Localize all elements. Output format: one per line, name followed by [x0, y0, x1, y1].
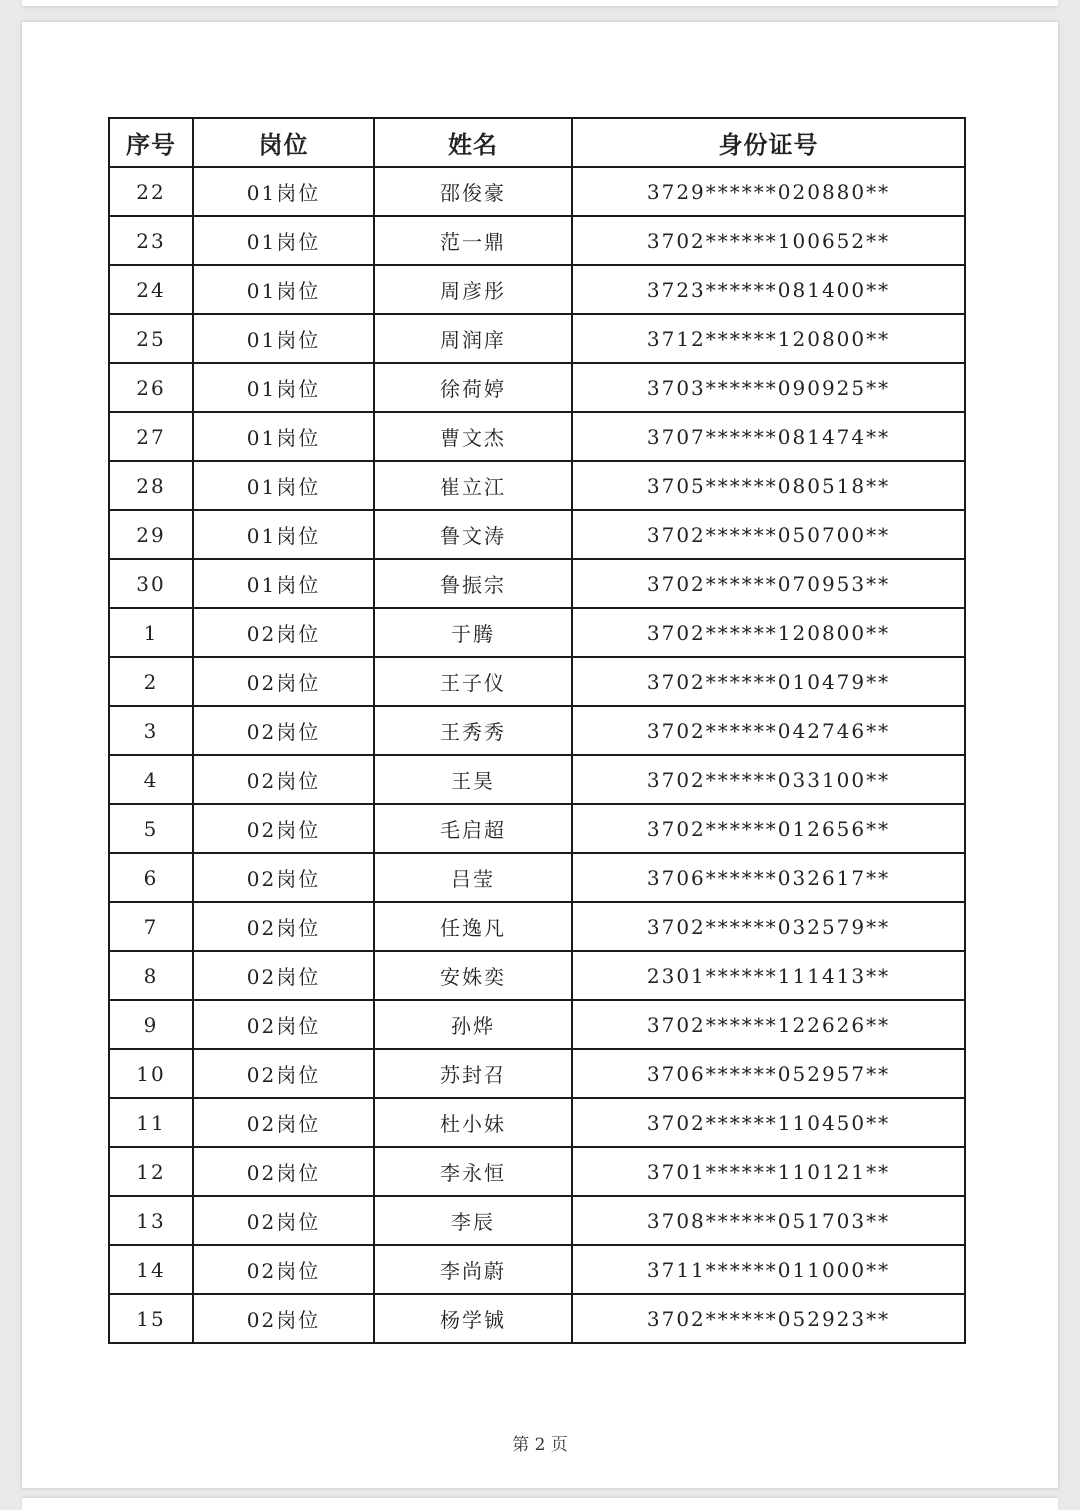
- table-row: [109, 706, 965, 755]
- cell-name: 杨学铖: [374, 1294, 572, 1343]
- cell-position: 02岗位: [193, 755, 374, 804]
- cell-id-number: 3702******010479**: [572, 657, 965, 706]
- cell-id-number: 3702******033100**: [572, 755, 965, 804]
- cell-serial-number: 5: [109, 804, 193, 853]
- table-row: [109, 216, 965, 265]
- cell-position: 01岗位: [193, 363, 374, 412]
- cell-id-number: 3707******081474**: [572, 412, 965, 461]
- cell-serial-number: 4: [109, 755, 193, 804]
- table-header-row: [109, 118, 965, 167]
- cell-serial-number: 8: [109, 951, 193, 1000]
- cell-id-number: 3706******052957**: [572, 1049, 965, 1098]
- table-row: [109, 559, 965, 608]
- cell-id-number: 3723******081400**: [572, 265, 965, 314]
- table-row: [109, 902, 965, 951]
- table-row: [109, 167, 965, 216]
- cell-serial-number: 27: [109, 412, 193, 461]
- table-row: [109, 1196, 965, 1245]
- cell-position: 02岗位: [193, 1098, 374, 1147]
- cell-id-number: 3705******080518**: [572, 461, 965, 510]
- cell-position: 02岗位: [193, 902, 374, 951]
- cell-serial-number: 11: [109, 1098, 193, 1147]
- header-position: 岗位: [193, 118, 374, 167]
- cell-serial-number: 23: [109, 216, 193, 265]
- cell-position: 02岗位: [193, 1294, 374, 1343]
- next-page-edge: [22, 1498, 1058, 1510]
- cell-name: 毛启超: [374, 804, 572, 853]
- cell-position: 02岗位: [193, 608, 374, 657]
- cell-id-number: 3702******122626**: [572, 1000, 965, 1049]
- cell-id-number: 3711******011000**: [572, 1245, 965, 1294]
- cell-name: 周彦彤: [374, 265, 572, 314]
- cell-position: 01岗位: [193, 216, 374, 265]
- cell-name: 邵俊豪: [374, 167, 572, 216]
- header-id-number: 身份证号: [572, 118, 965, 167]
- cell-name: 王子仪: [374, 657, 572, 706]
- table-row: [109, 265, 965, 314]
- cell-id-number: 3702******070953**: [572, 559, 965, 608]
- cell-position: 02岗位: [193, 853, 374, 902]
- cell-serial-number: 26: [109, 363, 193, 412]
- table-row: [109, 461, 965, 510]
- cell-position: 01岗位: [193, 314, 374, 363]
- cell-id-number: 3702******052923**: [572, 1294, 965, 1343]
- table-row: [109, 1245, 965, 1294]
- cell-position: 02岗位: [193, 706, 374, 755]
- cell-name: 曹文杰: [374, 412, 572, 461]
- cell-name: 鲁振宗: [374, 559, 572, 608]
- cell-id-number: 3712******120800**: [572, 314, 965, 363]
- table-row: [109, 853, 965, 902]
- cell-name: 孙烨: [374, 1000, 572, 1049]
- cell-serial-number: 22: [109, 167, 193, 216]
- cell-serial-number: 1: [109, 608, 193, 657]
- table-row: [109, 510, 965, 559]
- cell-name: 周润庠: [374, 314, 572, 363]
- cell-position: 02岗位: [193, 1000, 374, 1049]
- cell-id-number: 3702******012656**: [572, 804, 965, 853]
- table-row: [109, 314, 965, 363]
- table-row: [109, 412, 965, 461]
- cell-id-number: 2301******111413**: [572, 951, 965, 1000]
- cell-position: 02岗位: [193, 1049, 374, 1098]
- cell-position: 01岗位: [193, 559, 374, 608]
- table-row: [109, 804, 965, 853]
- table-row: [109, 1000, 965, 1049]
- cell-position: 01岗位: [193, 265, 374, 314]
- header-serial-number: 序号: [109, 118, 193, 167]
- cell-name: 安姝奕: [374, 951, 572, 1000]
- cell-serial-number: 30: [109, 559, 193, 608]
- cell-position: 01岗位: [193, 461, 374, 510]
- table-row: [109, 951, 965, 1000]
- document-page: [22, 22, 1058, 1488]
- cell-position: 02岗位: [193, 1196, 374, 1245]
- cell-serial-number: 9: [109, 1000, 193, 1049]
- cell-name: 于腾: [374, 608, 572, 657]
- cell-name: 鲁文涛: [374, 510, 572, 559]
- previous-page-edge: [22, 0, 1058, 6]
- cell-id-number: 3706******032617**: [572, 853, 965, 902]
- cell-name: 杜小妹: [374, 1098, 572, 1147]
- cell-id-number: 3702******032579**: [572, 902, 965, 951]
- cell-serial-number: 2: [109, 657, 193, 706]
- table-row: [109, 1049, 965, 1098]
- cell-name: 李辰: [374, 1196, 572, 1245]
- cell-name: 范一鼎: [374, 216, 572, 265]
- table-body: [109, 167, 965, 1343]
- cell-id-number: 3703******090925**: [572, 363, 965, 412]
- cell-serial-number: 13: [109, 1196, 193, 1245]
- cell-name: 王秀秀: [374, 706, 572, 755]
- cell-name: 李尚蔚: [374, 1245, 572, 1294]
- cell-id-number: 3701******110121**: [572, 1147, 965, 1196]
- cell-name: 徐荷婷: [374, 363, 572, 412]
- cell-serial-number: 6: [109, 853, 193, 902]
- cell-id-number: 3702******110450**: [572, 1098, 965, 1147]
- cell-serial-number: 28: [109, 461, 193, 510]
- table-row: [109, 1294, 965, 1343]
- cell-serial-number: 24: [109, 265, 193, 314]
- cell-position: 01岗位: [193, 167, 374, 216]
- table-row: [109, 1098, 965, 1147]
- table-row: [109, 657, 965, 706]
- cell-position: 02岗位: [193, 1245, 374, 1294]
- table-row: [109, 1147, 965, 1196]
- cell-id-number: 3702******050700**: [572, 510, 965, 559]
- table-row: [109, 755, 965, 804]
- cell-position: 02岗位: [193, 804, 374, 853]
- cell-id-number: 3708******051703**: [572, 1196, 965, 1245]
- cell-name: 任逸凡: [374, 902, 572, 951]
- cell-serial-number: 3: [109, 706, 193, 755]
- cell-id-number: 3729******020880**: [572, 167, 965, 216]
- page-number: 第 2 页: [512, 1435, 568, 1455]
- cell-position: 01岗位: [193, 510, 374, 559]
- cell-serial-number: 10: [109, 1049, 193, 1098]
- cell-id-number: 3702******100652**: [572, 216, 965, 265]
- roster-table: [108, 117, 966, 1344]
- cell-name: 崔立江: [374, 461, 572, 510]
- cell-name: 李永恒: [374, 1147, 572, 1196]
- cell-id-number: 3702******042746**: [572, 706, 965, 755]
- cell-name: 王昊: [374, 755, 572, 804]
- cell-position: 02岗位: [193, 657, 374, 706]
- cell-serial-number: 7: [109, 902, 193, 951]
- cell-position: 02岗位: [193, 1147, 374, 1196]
- header-name: 姓名: [374, 118, 572, 167]
- cell-serial-number: 29: [109, 510, 193, 559]
- cell-name: 苏封召: [374, 1049, 572, 1098]
- cell-name: 吕莹: [374, 853, 572, 902]
- cell-position: 01岗位: [193, 412, 374, 461]
- cell-serial-number: 15: [109, 1294, 193, 1343]
- cell-serial-number: 12: [109, 1147, 193, 1196]
- cell-serial-number: 25: [109, 314, 193, 363]
- cell-serial-number: 14: [109, 1245, 193, 1294]
- table-row: [109, 608, 965, 657]
- cell-id-number: 3702******120800**: [572, 608, 965, 657]
- table-row: [109, 363, 965, 412]
- cell-position: 02岗位: [193, 951, 374, 1000]
